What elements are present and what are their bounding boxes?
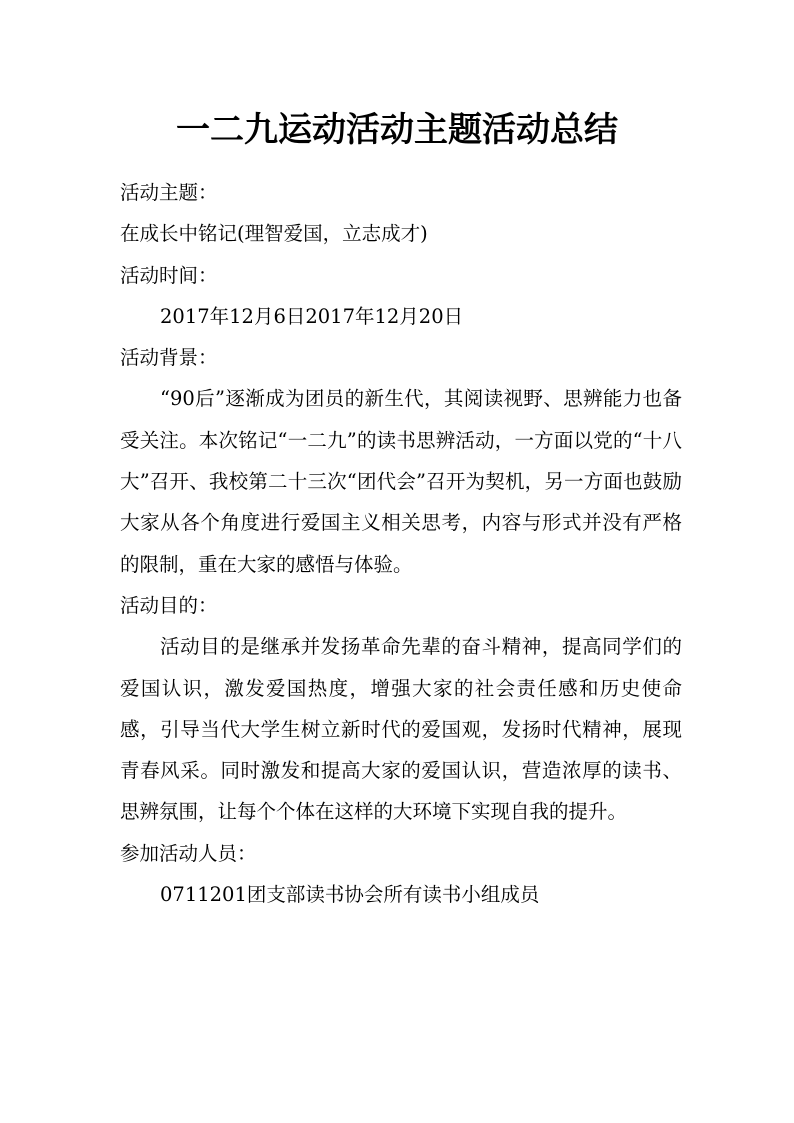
- theme-value: 在成长中铭记(理智爱国，立志成才): [120, 222, 428, 246]
- participants-value: 0711201团支部读书协会所有读书小组成员: [160, 883, 540, 907]
- document-body: [120, 172, 682, 915]
- background-label: 活动背景：: [120, 346, 218, 370]
- background-paragraph: “90后”逐渐成为团员的新生代，其阅读视野、思辨能力也备受关注。本次铭记“一二九”的读书思辨活动，一方面以党的“十八大”召开、我校第二十三次“团代会”召开为契机，另一方面也鼓励大家从各个角度进行爱国主义相关思考，内容与形式并没有严格的限制，重在大家的感悟与体验。: [120, 387, 682, 576]
- document-title: 一二九运动活动主题活动总结: [176, 110, 618, 150]
- purpose-label: 活动目的：: [120, 593, 218, 617]
- time-label: 活动时间：: [120, 263, 218, 287]
- time-value: 2017年12月6日2017年12月20日: [160, 304, 464, 328]
- purpose-paragraph: 活动目的是继承并发扬革命先辈的奋斗精神，提高同学们的爱国认识，激发爱国热度，增强大家的社会责任感和历史使命感，引导当代大学生树立新时代的爱国观，发扬时代精神，展现青春风采。同时激发和提高大家的爱国认识，营造浓厚的读书、思辨氛围，让每个个体在这样的大环境下实现自我的提升。: [120, 635, 682, 824]
- theme-label: 活动主题：: [120, 181, 218, 204]
- participants-label: 参加活动人员：: [120, 841, 257, 865]
